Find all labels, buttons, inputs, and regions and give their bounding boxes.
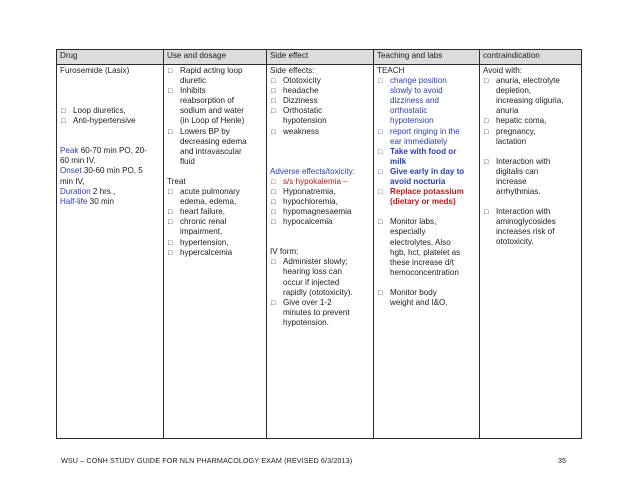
- list-item: □ Orthostatic hypotension: [271, 106, 327, 126]
- side-effect-cell: [267, 65, 374, 439]
- list-item: □ hypercalcemia: [168, 247, 233, 257]
- list-item: □ Anti-hypertensive: [61, 116, 136, 126]
- list-item: □ weakness: [271, 126, 319, 136]
- list-item: □ chronic renal impairment,: [168, 217, 227, 237]
- list-item: □ anuria, electrolyte depletion, increasing oliguria, anuria: [484, 76, 564, 116]
- avoid-label: Avoid with:: [483, 66, 522, 75]
- adverse-label: Adverse effects/toxicity:: [270, 166, 355, 176]
- onset-line: Onset 30-60 min PO, 5: [60, 166, 143, 176]
- contraindication-cell: [480, 65, 582, 439]
- list-item: □ hypocalcemia: [271, 217, 333, 227]
- onset-line-2: min IV,: [60, 176, 85, 186]
- iv-list: [270, 257, 371, 328]
- checkbox-bullet-icon: □: [378, 166, 383, 176]
- list-item: □ s/s hypokalemia –: [271, 176, 348, 186]
- contra-list: [483, 76, 579, 147]
- list-item: □ Rapid acting loop diuretic: [168, 66, 243, 86]
- header-use: Use and dosage: [164, 50, 267, 65]
- list-item: □ Interaction with aminoglycosides increases risk of ototoxicity.: [484, 207, 556, 247]
- checkbox-bullet-icon: □: [168, 187, 173, 197]
- list-item: □ Dizziness: [271, 96, 318, 106]
- list-item: □ Lowers BP by decreasing edema and intravascular fluid: [168, 126, 247, 166]
- interaction-list: [483, 157, 579, 248]
- iv-form-label: IV form:: [270, 247, 299, 257]
- checkbox-bullet-icon: □: [271, 86, 276, 96]
- onset-label: Onset: [60, 166, 82, 176]
- list-item: □ Administer slowly; hearing loss can occur if injected rapidly (ototoxicity).: [271, 257, 353, 297]
- treat-list: [167, 187, 264, 258]
- header-contraindication: contraindication: [480, 50, 582, 65]
- monitor-list: [377, 217, 477, 308]
- list-item: □ Hyponatremia,: [271, 186, 336, 196]
- list-item: □ Give early in day to avoid nocturia: [378, 166, 465, 187]
- halflife-label: Half-life: [60, 196, 88, 206]
- drug-name: Furosemide (Lasix): [60, 66, 130, 75]
- checkbox-bullet-icon: □: [61, 106, 66, 116]
- checkbox-bullet-icon: □: [484, 207, 489, 217]
- checkbox-bullet-icon: □: [378, 187, 383, 197]
- list-item: □ Monitor labs, especially electrolytes. Also hgb, hct, platelet as these increase d/t hemoconcentration: [378, 217, 461, 277]
- list-item: □ hypertension,: [168, 237, 229, 247]
- checkbox-bullet-icon: □: [271, 257, 276, 267]
- list-item: □ Monitor body weight and I&O.: [378, 287, 448, 307]
- checkbox-bullet-icon: □: [271, 126, 276, 136]
- checkbox-bullet-icon: □: [168, 126, 173, 136]
- peak-line: Peak 60-70 min PO, 20-: [60, 146, 147, 156]
- list-item: □ Give over 1-2 minutes to prevent hypotension.: [271, 297, 350, 327]
- list-item: □ Loop diuretics,: [61, 106, 126, 116]
- pharmacology-table: [56, 49, 582, 439]
- side-effects-label: Side effects:: [270, 66, 315, 75]
- list-item: □ Inhibits reabsorption of sodium and water (in Loop of Henle): [168, 86, 245, 126]
- header-drug: Drug: [57, 50, 164, 65]
- page-number: 35: [558, 456, 566, 465]
- adverse-list: [270, 177, 371, 227]
- checkbox-bullet-icon: □: [484, 156, 489, 166]
- checkbox-bullet-icon: □: [271, 186, 276, 196]
- list-item: □ Interaction with digitalis can increase arrhythmias.: [484, 156, 551, 197]
- checkbox-bullet-icon: □: [271, 196, 276, 206]
- checkbox-bullet-icon: □: [168, 66, 173, 75]
- checkbox-bullet-icon: □: [484, 76, 489, 86]
- checkbox-bullet-icon: □: [271, 76, 276, 86]
- checkbox-bullet-icon: □: [61, 116, 66, 126]
- list-item: □ headache: [271, 86, 319, 96]
- list-item: □ Replace potassium (dietary or meds): [378, 187, 464, 207]
- checkbox-bullet-icon: □: [168, 86, 173, 96]
- checkbox-bullet-icon: □: [378, 287, 383, 297]
- checkbox-bullet-icon: □: [168, 217, 173, 227]
- list-item: □ Ototoxicity: [271, 76, 321, 86]
- teaching-cell: [374, 65, 480, 439]
- drug-cell: [57, 65, 164, 439]
- list-item: □ pregnancy, lactation: [484, 126, 536, 146]
- peak-line-2: 60 min IV.: [60, 156, 96, 166]
- header-row: [57, 50, 582, 65]
- list-item: □ hepatic coma,: [484, 116, 547, 126]
- checkbox-bullet-icon: □: [378, 146, 383, 156]
- list-item: □ change position slowly to avoid dizziness and orthostatic hypotension: [378, 76, 447, 126]
- checkbox-bullet-icon: □: [378, 217, 383, 227]
- side-effects-list: [270, 76, 371, 137]
- checkbox-bullet-icon: □: [271, 96, 276, 106]
- checkbox-bullet-icon: □: [168, 237, 173, 247]
- checkbox-bullet-icon: □: [168, 247, 173, 257]
- halflife-line: Half-life 30 min: [60, 196, 114, 206]
- page-footer: WSU – CONH STUDY GUIDE FOR NLN PHARMACOLOGY EXAM (REVISED 6/3/2013): [61, 456, 353, 465]
- list-item: □ Take with food or milk: [378, 146, 457, 166]
- drug-class-list: [60, 106, 161, 126]
- checkbox-bullet-icon: □: [271, 297, 276, 307]
- list-item: □ heart failure,: [168, 207, 225, 217]
- checkbox-bullet-icon: □: [271, 207, 276, 217]
- list-item: □ hypochloremia,: [271, 196, 338, 206]
- checkbox-bullet-icon: □: [271, 217, 276, 227]
- table-row: [57, 65, 582, 439]
- teach-list: [377, 76, 477, 207]
- header-side-effect: Side effect: [267, 50, 374, 65]
- checkbox-bullet-icon: □: [271, 176, 276, 186]
- checkbox-bullet-icon: □: [378, 126, 383, 136]
- checkbox-bullet-icon: □: [271, 106, 276, 116]
- checkbox-bullet-icon: □: [484, 126, 489, 136]
- header-teaching: Teaching and labs: [374, 50, 480, 65]
- checkbox-bullet-icon: □: [168, 207, 173, 217]
- checkbox-bullet-icon: □: [484, 116, 489, 126]
- teach-label: TEACH: [377, 66, 405, 75]
- treat-label: Treat: [167, 176, 186, 186]
- duration-line: Duration 2 hrs.,: [60, 186, 116, 196]
- list-item: □ acute pulmonary edema, edema,: [168, 187, 240, 207]
- list-item: □ report ringing in the ear immediately: [378, 126, 460, 146]
- use-list: [167, 66, 264, 167]
- peak-label: Peak: [60, 146, 79, 156]
- use-cell: [164, 65, 267, 439]
- duration-label: Duration: [60, 186, 91, 196]
- checkbox-bullet-icon: □: [378, 76, 383, 86]
- list-item: □ hypomagnesaemia: [271, 207, 352, 217]
